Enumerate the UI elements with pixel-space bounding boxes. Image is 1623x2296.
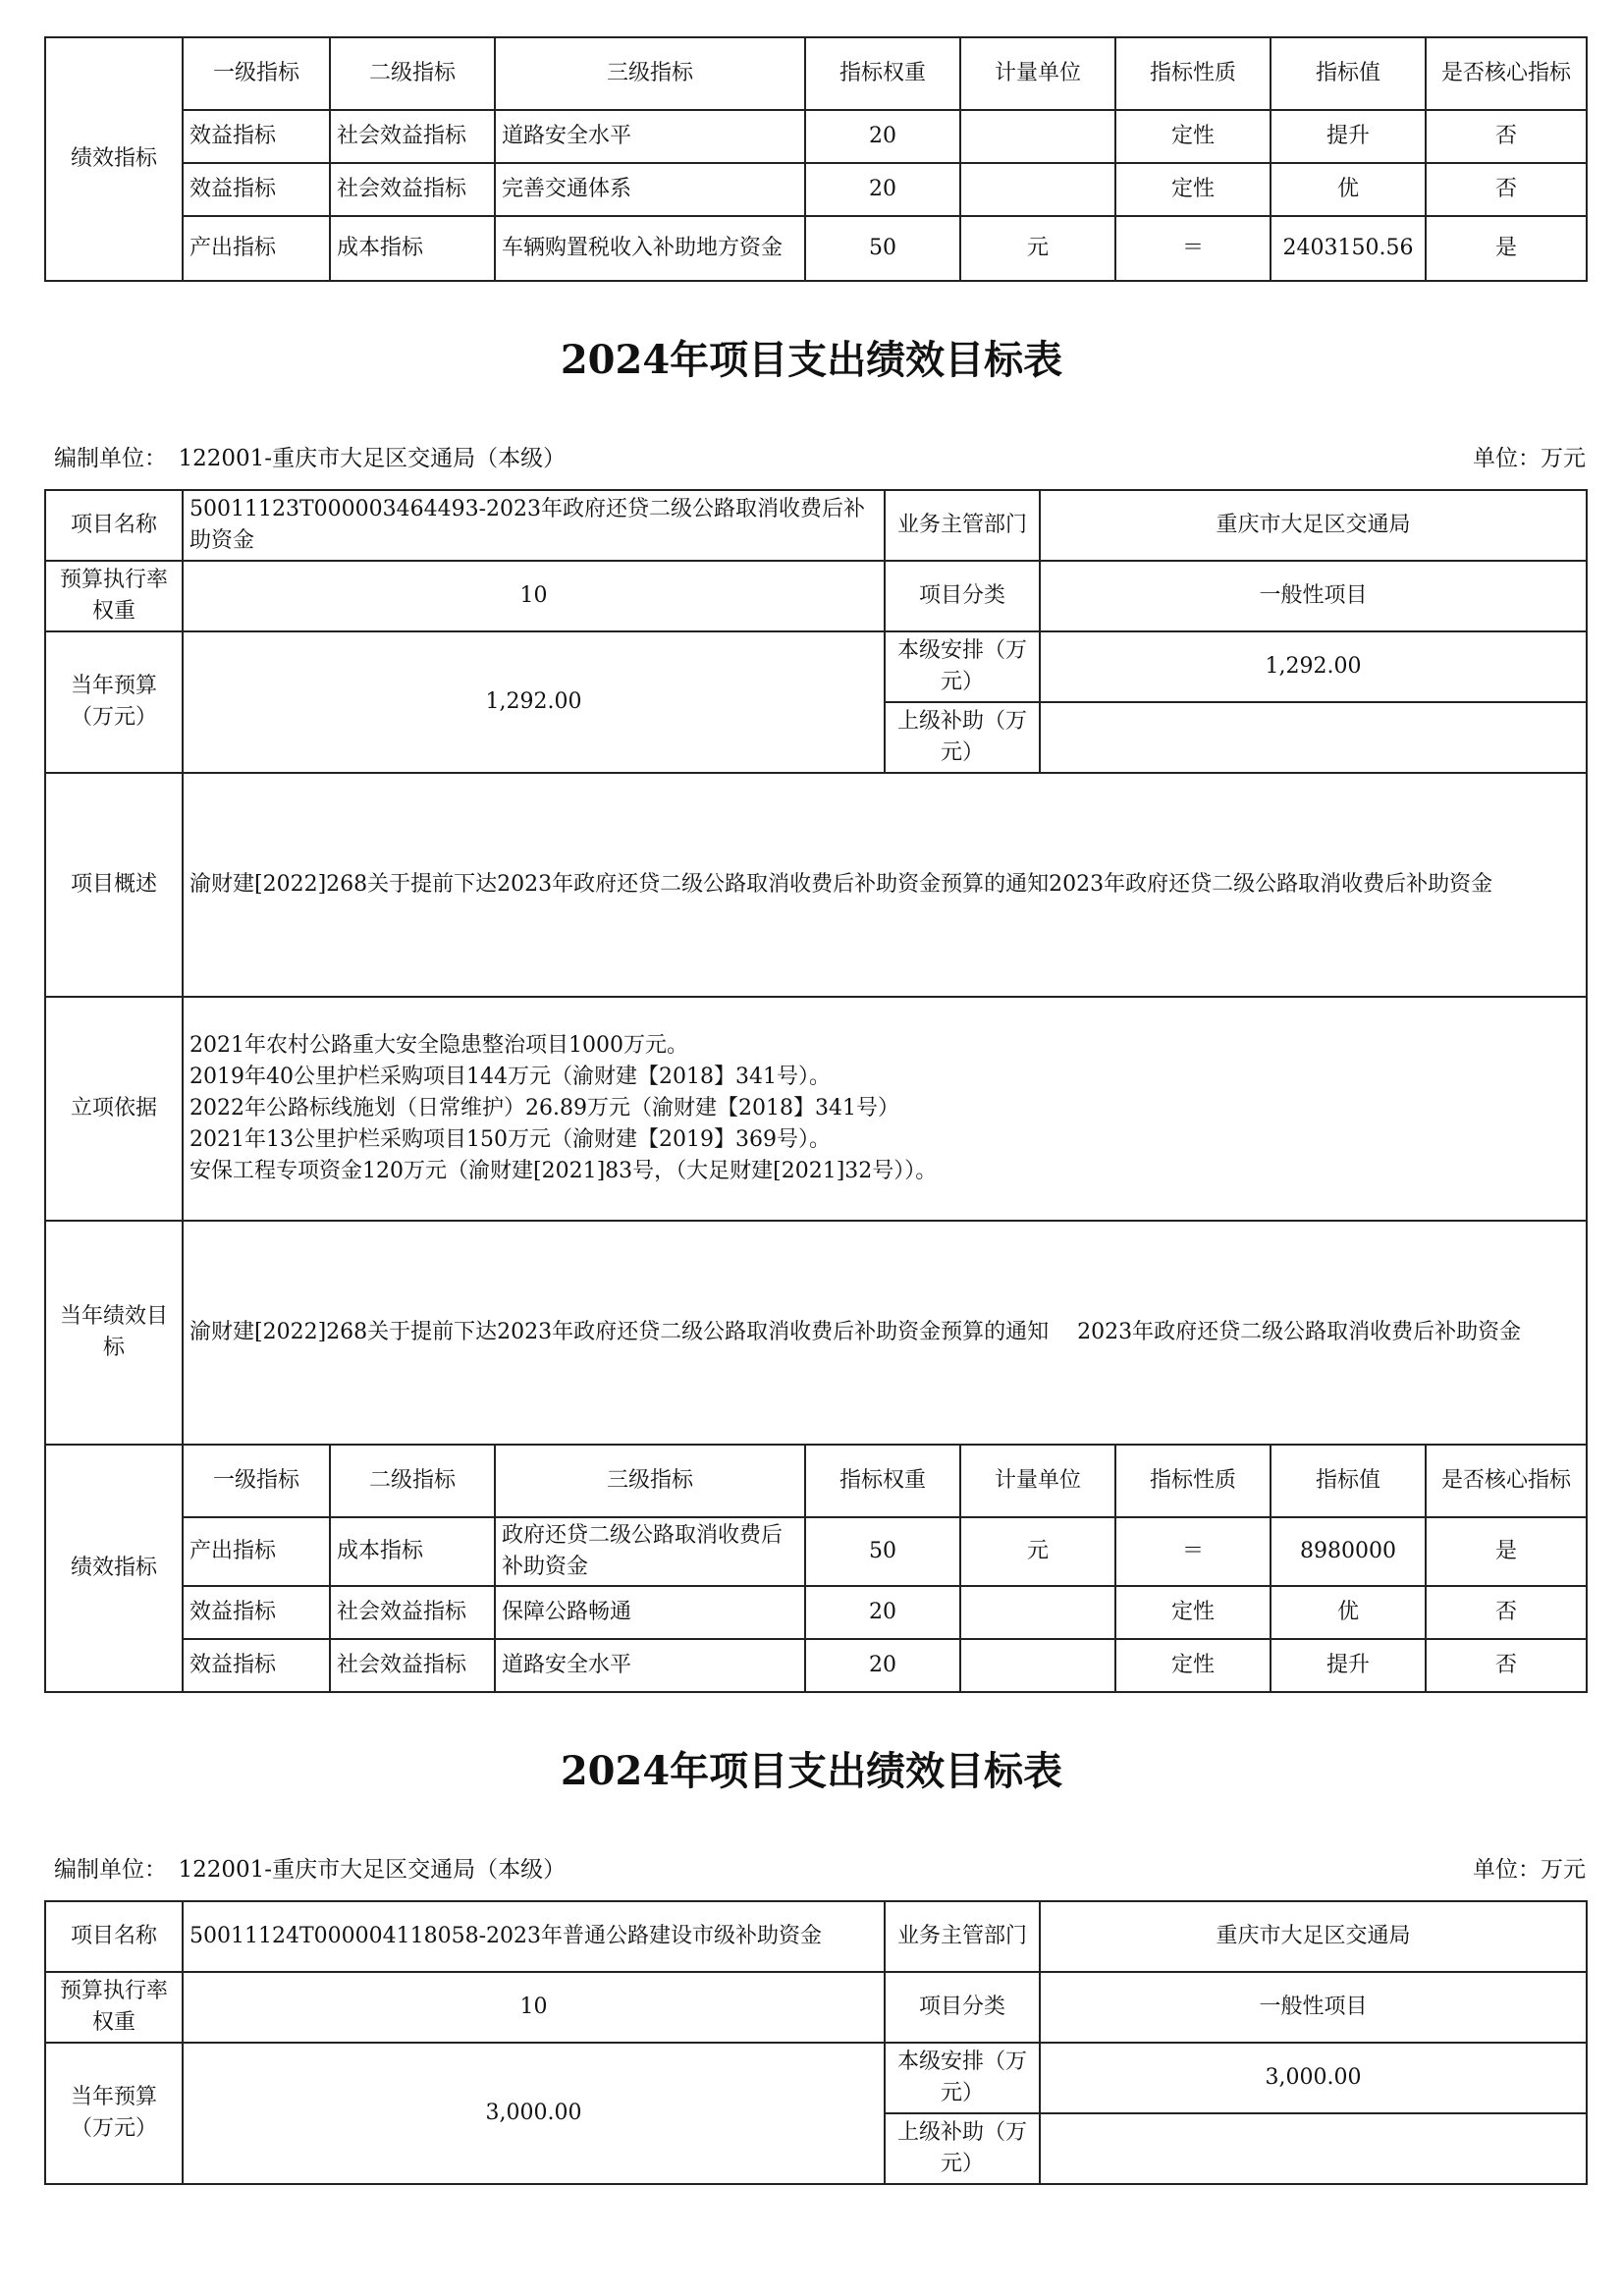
cell: 20 — [805, 163, 960, 216]
basis-label: 立项依据 — [45, 997, 183, 1221]
local-label: 本级安排（万元） — [885, 631, 1040, 702]
cell: 道路安全水平 — [495, 1639, 805, 1692]
cell: ＝ — [1115, 1517, 1271, 1586]
section2-info-table — [44, 1900, 1588, 2185]
perf-header-cell: 三级指标 — [495, 1445, 805, 1517]
section1-title: 2024年项目支出绩效目标表 — [560, 337, 1063, 383]
overview-value: 渝财建[2022]268关于提前下达2023年政府还贷二级公路取消收费后补助资金预算的通知2023年政府还贷二级公路取消收费后补助资金 — [183, 773, 1587, 997]
exec-weight-value: 10 — [183, 1972, 885, 2043]
cell: 定性 — [1115, 1639, 1271, 1692]
section1-meta — [54, 440, 1586, 472]
perf-label: 绩效指标 — [45, 37, 183, 281]
local-label: 本级安排（万元） — [885, 2043, 1040, 2113]
cell: 提升 — [1271, 1639, 1426, 1692]
cell: 定性 — [1115, 110, 1271, 163]
section2-title: 2024年项目支出绩效目标表 — [560, 1748, 1063, 1794]
org-label: 编制单位： 122001-重庆市大足区交通局（本级） — [54, 1857, 567, 1883]
superior-label: 上级补助（万元） — [885, 702, 1040, 773]
table-row — [45, 1517, 1587, 1586]
dept-label: 业务主管部门 — [885, 1901, 1040, 1972]
cell: 是 — [1426, 216, 1587, 281]
section1-info-table — [44, 489, 1588, 1446]
cell: 效益指标 — [183, 1586, 330, 1639]
project-name-value: 50011124T000004118058-2023年普通公路建设市级补助资金 — [183, 1901, 885, 1972]
cell: 车辆购置税收入补助地方资金 — [495, 216, 805, 281]
cell: 定性 — [1115, 1586, 1271, 1639]
goal-value: 渝财建[2022]268关于提前下达2023年政府还贷二级公路取消收费后补助资金预算的通知 2023年政府还贷二级公路取消收费后补助资金 — [183, 1221, 1587, 1445]
perf-header-cell: 指标权重 — [805, 37, 960, 110]
perf-header-cell: 指标权重 — [805, 1445, 960, 1517]
budget-label: 当年预算（万元） — [45, 631, 183, 773]
category-label: 项目分类 — [885, 561, 1040, 631]
perf-label: 绩效指标 — [45, 1445, 183, 1692]
cell: 8980000 — [1271, 1517, 1426, 1586]
cell: 道路安全水平 — [495, 110, 805, 163]
perf-header-cell: 是否核心指标 — [1426, 37, 1587, 110]
cell: 社会效益指标 — [330, 110, 495, 163]
table-row — [45, 216, 1587, 281]
perf-header-cell: 二级指标 — [330, 1445, 495, 1517]
perf-header-cell: 一级指标 — [183, 37, 330, 110]
perf-header-cell: 指标性质 — [1115, 37, 1271, 110]
cell: 产出指标 — [183, 1517, 330, 1586]
cell: 完善交通体系 — [495, 163, 805, 216]
cell — [960, 110, 1115, 163]
unit-label: 单位：万元 — [1473, 446, 1586, 471]
perf-header-cell: 指标值 — [1271, 1445, 1426, 1517]
budget-value: 3,000.00 — [183, 2043, 885, 2184]
cell: 效益指标 — [183, 110, 330, 163]
perf-header-cell: 是否核心指标 — [1426, 1445, 1587, 1517]
category-value: 一般性项目 — [1040, 1972, 1587, 2043]
perf-header-cell: 指标性质 — [1115, 1445, 1271, 1517]
dept-value: 重庆市大足区交通局 — [1040, 490, 1587, 561]
perf-header-cell: 一级指标 — [183, 1445, 330, 1517]
cell: 20 — [805, 110, 960, 163]
perf-header-cell: 计量单位 — [960, 1445, 1115, 1517]
perf-header-cell: 计量单位 — [960, 37, 1115, 110]
table-row — [45, 163, 1587, 216]
superior-value — [1040, 702, 1587, 773]
exec-weight-label: 预算执行率权重 — [45, 561, 183, 631]
cell: 保障公路畅通 — [495, 1586, 805, 1639]
cell: 20 — [805, 1586, 960, 1639]
cell: 2403150.56 — [1271, 216, 1426, 281]
dept-label: 业务主管部门 — [885, 490, 1040, 561]
category-label: 项目分类 — [885, 1972, 1040, 2043]
table-row — [45, 1586, 1587, 1639]
perf-header-cell: 指标值 — [1271, 37, 1426, 110]
cell: 否 — [1426, 163, 1587, 216]
cell: 否 — [1426, 110, 1587, 163]
top-perf-table — [44, 36, 1588, 282]
local-value: 3,000.00 — [1040, 2043, 1587, 2113]
table-row — [45, 1639, 1587, 1692]
cell: 产出指标 — [183, 216, 330, 281]
cell: 社会效益指标 — [330, 1639, 495, 1692]
cell: 社会效益指标 — [330, 1586, 495, 1639]
cell — [960, 163, 1115, 216]
cell: 元 — [960, 216, 1115, 281]
cell: 否 — [1426, 1639, 1587, 1692]
basis-value: 2021年农村公路重大安全隐患整治项目1000万元。 2019年40公里护栏采购项目144万元（渝财建【2018】341号）。 2022年公路标线施划（日常维护）26.89万元（渝财建【2018】341号） 2021年13公里护栏采购项目150万元（渝财建【2019】369号）。 安保工程专项资金120万元（渝财建[2021]83号，（大足财建[2021]32号））。 — [183, 997, 1587, 1221]
dept-value: 重庆市大足区交通局 — [1040, 1901, 1587, 1972]
table-row — [45, 110, 1587, 163]
cell: 效益指标 — [183, 163, 330, 216]
exec-weight-label: 预算执行率权重 — [45, 1972, 183, 2043]
cell: ＝ — [1115, 216, 1271, 281]
cell: 50 — [805, 216, 960, 281]
cell: 是 — [1426, 1517, 1587, 1586]
exec-weight-value: 10 — [183, 561, 885, 631]
section1-perf-table — [44, 1444, 1588, 1693]
superior-value — [1040, 2113, 1587, 2184]
cell: 优 — [1271, 163, 1426, 216]
cell: 20 — [805, 1639, 960, 1692]
category-value: 一般性项目 — [1040, 561, 1587, 631]
perf-header-cell: 二级指标 — [330, 37, 495, 110]
cell: 元 — [960, 1517, 1115, 1586]
cell: 社会效益指标 — [330, 163, 495, 216]
cell: 效益指标 — [183, 1639, 330, 1692]
org-label: 编制单位： 122001-重庆市大足区交通局（本级） — [54, 446, 567, 471]
perf-header-cell: 三级指标 — [495, 37, 805, 110]
section2-meta — [54, 1851, 1586, 1884]
budget-label: 当年预算（万元） — [45, 2043, 183, 2184]
project-name-value: 50011123T000003464493-2023年政府还贷二级公路取消收费后补助资金 — [183, 490, 885, 561]
overview-label: 项目概述 — [45, 773, 183, 997]
goal-label: 当年绩效目标 — [45, 1221, 183, 1445]
project-name-label: 项目名称 — [45, 1901, 183, 1972]
superior-label: 上级补助（万元） — [885, 2113, 1040, 2184]
cell: 政府还贷二级公路取消收费后补助资金 — [495, 1517, 805, 1586]
budget-value: 1,292.00 — [183, 631, 885, 773]
cell — [960, 1586, 1115, 1639]
cell: 否 — [1426, 1586, 1587, 1639]
local-value: 1,292.00 — [1040, 631, 1587, 702]
project-name-label: 项目名称 — [45, 490, 183, 561]
cell: 成本指标 — [330, 216, 495, 281]
cell: 50 — [805, 1517, 960, 1586]
cell — [960, 1639, 1115, 1692]
cell: 定性 — [1115, 163, 1271, 216]
cell: 优 — [1271, 1586, 1426, 1639]
cell: 成本指标 — [330, 1517, 495, 1586]
cell: 提升 — [1271, 110, 1426, 163]
unit-label: 单位：万元 — [1473, 1857, 1586, 1883]
